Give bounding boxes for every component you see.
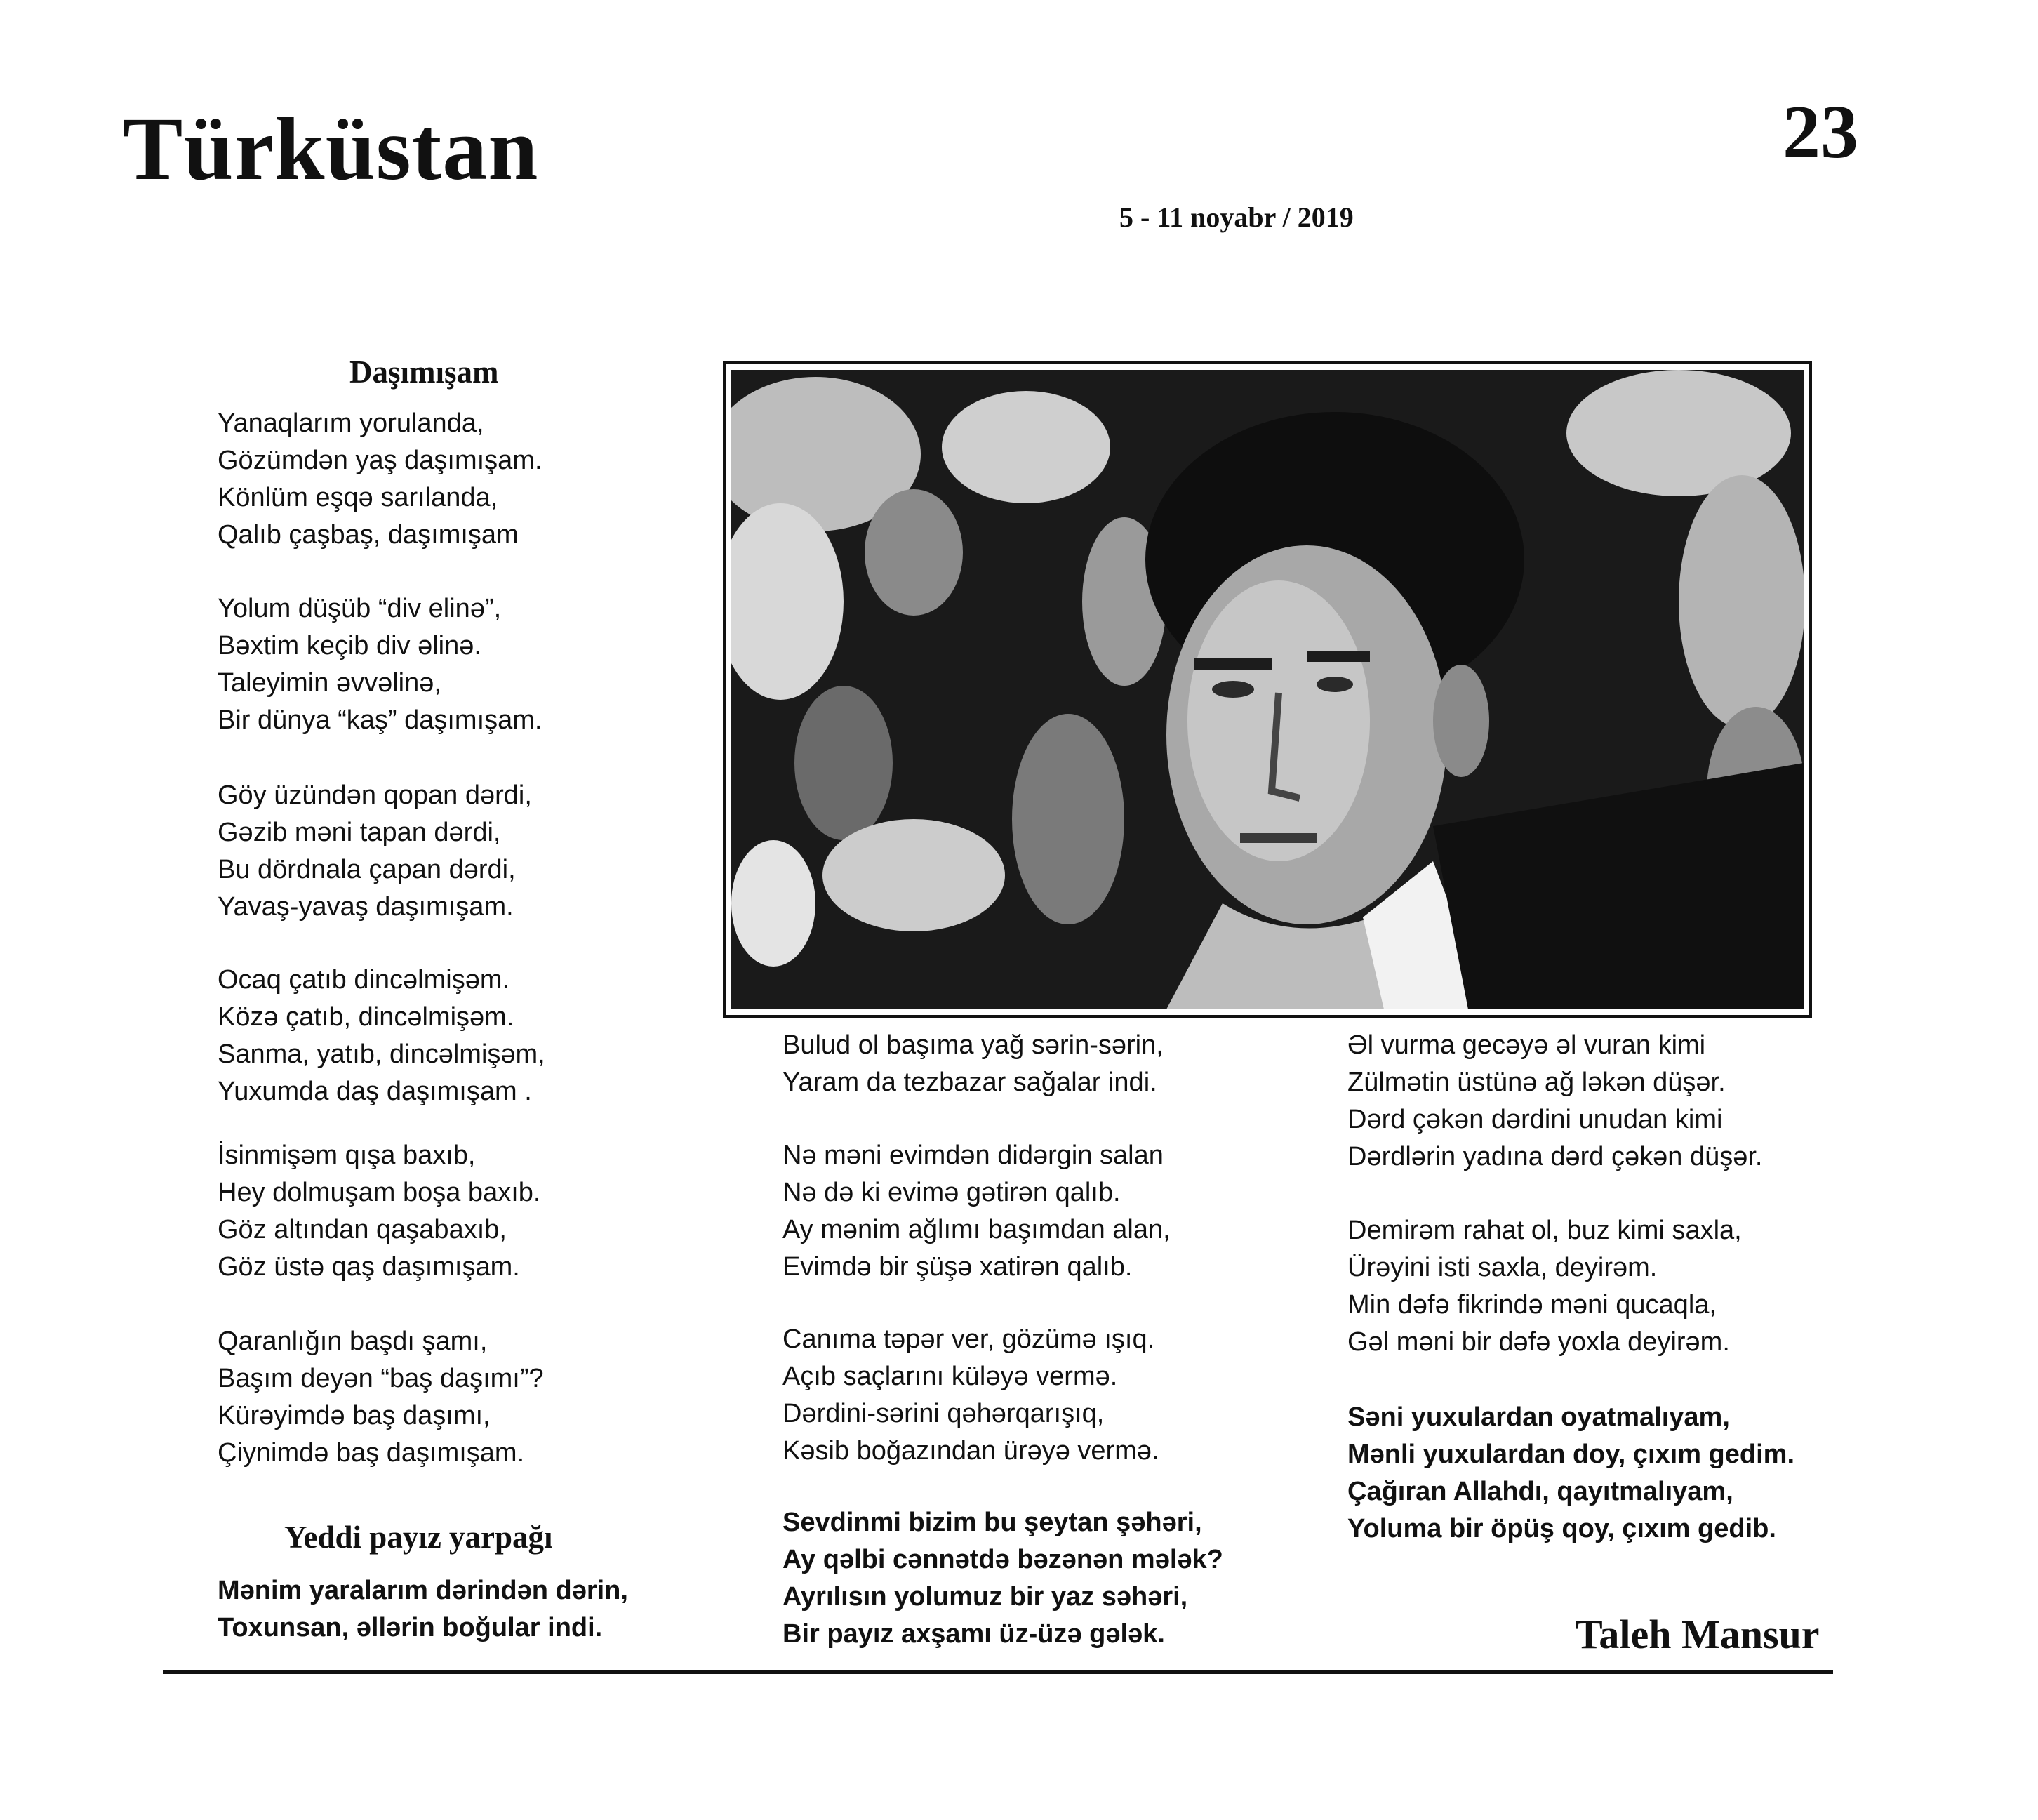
poem-line: Ay qəlbi cənnətdə bəzənən mələk? (782, 1545, 1223, 1574)
poem-line: Əl vurma gecəyə əl vuran kimi (1347, 1030, 1706, 1060)
poem-line: Yuxumda daş daşımışam . (218, 1077, 532, 1106)
poem-line: Mənim yaralarım dərindən dərin, (218, 1576, 628, 1605)
author-portrait-photo (723, 361, 1812, 1018)
poem-line: Bəxtim keçib div əlinə. (218, 631, 481, 660)
poem2-stanza-6 (1347, 1027, 1762, 1176)
poem-line: Canıma təpər ver, gözümə ışıq. (782, 1324, 1155, 1354)
poem-line: Yoluma bir öpüş qoy, çıxım gedib. (1347, 1514, 1776, 1543)
poem-line: Kürəyimdə baş daşımı, (218, 1401, 491, 1430)
newspaper-masthead: Türküstan (123, 99, 539, 199)
poem-line: Çağıran Allahdı, qayıtmalıyam, (1347, 1477, 1733, 1506)
poem-line: Yolum düşüb “div elinə”, (218, 594, 502, 623)
poem-line: Bu dördnala çapan dərdi, (218, 855, 516, 884)
poem-line: Zülmətin üstünə ağ ləkən düşər. (1347, 1068, 1726, 1097)
poem1-stanza-5 (218, 1137, 540, 1286)
page-number: 23 (1783, 91, 1858, 174)
poem-line: Nə məni evimdən didərgin salan (782, 1141, 1164, 1170)
poem-line: Sevdinmi bizim bu şeytan şəhəri, (782, 1508, 1202, 1537)
poem-line: Bulud ol başıma yağ sərin-sərin, (782, 1030, 1164, 1060)
poem-line: Ocaq çatıb dincəlmişəm. (218, 965, 510, 995)
poem-line: Mənli yuxulardan doy, çıxım gedim. (1347, 1440, 1795, 1469)
poem-line: Açıb saçlarını küləyə vermə. (782, 1362, 1118, 1391)
poem-line: Gözümdən yaş daşımışam. (218, 446, 542, 475)
poem-line: Toxunsan, əllərin boğular indi. (218, 1613, 603, 1642)
poem-line: Könlüm eşqə sarılanda, (218, 483, 498, 512)
bottom-divider (163, 1670, 1833, 1674)
poem-line: Dərdini-sərini qəhərqarışıq, (782, 1399, 1105, 1428)
poem-line: Taleyimin əvvəlinə, (218, 668, 441, 698)
poem-line: Evimdə bir şüşə xatirən qalıb. (782, 1252, 1133, 1282)
poem1-stanza-6 (218, 1323, 544, 1472)
poem-line: Bir payız axşamı üz-üzə gələk. (782, 1619, 1165, 1649)
poem-line: Hey dolmuşam boşa baxıb. (218, 1178, 541, 1207)
poem-line: Yaram da tezbazar sağalar indi. (782, 1068, 1157, 1097)
poem-line: Bir dünya “kaş” daşımışam. (218, 705, 542, 735)
poem-title-yeddi-payiz-yarpagi: Yeddi payız yarpağı (284, 1520, 553, 1555)
poem2-stanza-3 (782, 1137, 1171, 1286)
poem-line: Göz altından qaşabaxıb, (218, 1215, 507, 1244)
poem-line: Ürəyini isti saxla, deyirəm. (1347, 1253, 1658, 1282)
poem-line: Ayrılısın yolumuz bir yaz səhəri, (782, 1582, 1188, 1612)
poem1-stanza-4 (218, 962, 545, 1110)
poem-line: Közə çatıb, dincəlmişəm. (218, 1002, 514, 1032)
poem-line: Yanaqlarım yorulanda, (218, 408, 484, 438)
poem1-stanza-3 (218, 777, 532, 926)
poem-line: Gəl məni bir dəfə yoxla deyirəm. (1347, 1327, 1730, 1357)
poem-line: Dərd çəkən dərdini unudan kimi (1347, 1105, 1723, 1134)
poem-line: Dərdlərin yadına dərd çəkən düşər. (1347, 1142, 1763, 1171)
poem-line: Çiynimdə baş daşımışam. (218, 1438, 525, 1468)
author-signature: Taleh Mansur (1576, 1612, 1820, 1657)
poem-line: Kəsib boğazından ürəyə vermə. (782, 1436, 1159, 1466)
portrait-photo-icon (731, 370, 1804, 1009)
poem2-stanza-2 (782, 1027, 1164, 1101)
poem-line: Yavaş-yavaş daşımışam. (218, 892, 514, 922)
poem2-stanza-1 (218, 1572, 628, 1647)
poem2-stanza-5 (782, 1504, 1223, 1653)
poem-title-dasimisam: Daşımışam (349, 354, 499, 390)
poem-line: İsinmişəm qışa baxıb, (218, 1141, 476, 1170)
poem-line: Göy üzündən qopan dərdi, (218, 781, 532, 810)
poem1-stanza-2 (218, 590, 542, 739)
poem-line: Qaranlığın başdı şamı, (218, 1327, 488, 1356)
poem1-stanza-1 (218, 405, 542, 554)
poem-line: Başım deyən “baş daşımı”? (218, 1364, 544, 1393)
poem-line: Demirəm rahat ol, buz kimi saxla, (1347, 1216, 1742, 1245)
poem-line: Sanma, yatıb, dincəlmişəm, (218, 1039, 545, 1069)
poem-line: Gəzib məni tapan dərdi, (218, 818, 501, 847)
issue-date: 5 - 11 noyabr / 2019 (1119, 201, 1354, 233)
poem-line: Nə də ki evimə gətirən qalıb. (782, 1178, 1121, 1207)
poem-line: Qalıb çaşbaş, daşımışam (218, 520, 519, 550)
poem2-stanza-4 (782, 1321, 1159, 1470)
poem-line: Ay mənim ağlımı başımdan alan, (782, 1215, 1171, 1244)
poem-line: Göz üstə qaş daşımışam. (218, 1252, 520, 1282)
poem-line: Min dəfə fikrində məni qucaqla, (1347, 1290, 1717, 1320)
poem2-stanza-8 (1347, 1399, 1794, 1548)
poem2-stanza-7 (1347, 1212, 1742, 1361)
poem-line: Səni yuxulardan oyatmalıyam, (1347, 1402, 1730, 1432)
